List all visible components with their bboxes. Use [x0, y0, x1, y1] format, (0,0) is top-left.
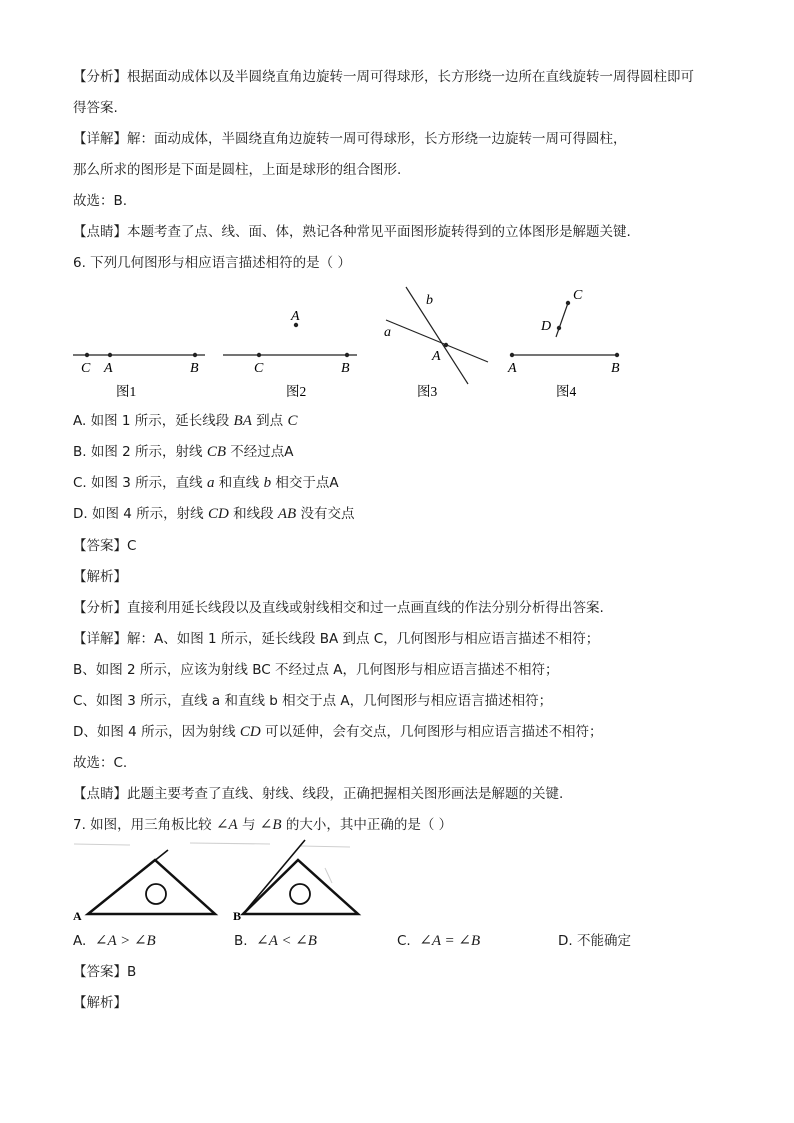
choice-text: 故选：B.: [73, 193, 128, 209]
fig2-caption: 图2: [286, 384, 307, 399]
q6-detail-4: [73, 722, 603, 742]
fig4-label-c: C: [573, 288, 583, 303]
q6-option-d: [73, 504, 355, 524]
q7-stem-post: 的大小，其中正确的是（ ）: [281, 817, 453, 833]
q7-option-c-math: ∠A = ∠B: [419, 933, 481, 949]
comment-text: 【点睛】本题考查了点、线、面、体，熟记各种常见平面图形旋转得到的立体图形是解题关键.: [73, 224, 631, 240]
q7-stem-text: 7. 如图，用三角板比较: [73, 817, 216, 833]
q6-option-d-math2: AB: [277, 506, 297, 522]
fig3-label-a-point: A: [432, 349, 441, 364]
q7-option-c-letter: C.: [397, 933, 411, 949]
analysis-text: 【分析】根据面动成体以及半圆绕直角边旋转一周可得球形，长方形绕一边所在直线旋转一周得圆柱即可: [73, 69, 694, 85]
fig4-label-a: A: [508, 361, 517, 376]
figure-4: [507, 288, 620, 399]
q6-option-d-post: 没有交点: [296, 506, 355, 522]
triangle-a-label: A: [73, 909, 82, 923]
q6-detail-4-math: CD: [239, 724, 261, 740]
fig2-label-c: C: [254, 361, 264, 376]
q6-option-a: [73, 411, 297, 431]
q6-option-c-math1: a: [206, 475, 215, 491]
q7-answer: 【答案】B: [73, 964, 137, 980]
q7-option-c: [397, 931, 480, 951]
q6-analysis: 【分析】直接利用延长线段以及直线或射线相交和过一点画直线的作法分别分析得出答案.: [73, 600, 604, 616]
q6-option-b-math: CB: [206, 444, 226, 460]
fig1-label-b: B: [190, 361, 199, 376]
q6-option-a-math1: BA: [233, 413, 252, 429]
q6-option-a-math2: C: [287, 413, 298, 429]
q7-stem-math2: ∠B: [259, 817, 282, 833]
fig3-caption: 图3: [417, 384, 438, 399]
q7-option-b-math: ∠A < ∠B: [256, 933, 317, 949]
q7-jiexi: 【解析】: [73, 995, 127, 1011]
figure-3: [384, 287, 488, 399]
figure-2: [223, 309, 357, 399]
q6-detail-1: 【详解】解：A、如图 1 所示，延长线段 BA 到点 C，几何图形与相应语言描述不相符；: [73, 631, 600, 647]
question-6-stem: 6. 下列几何图形与相应语言描述相符的是（ ）: [73, 255, 351, 271]
fig1-caption: 图1: [116, 384, 137, 399]
fig2-label-a: A: [291, 309, 300, 324]
q7-option-b-letter: B.: [234, 933, 248, 949]
fig3-label-a-line: a: [384, 325, 391, 340]
fig4-caption: 图4: [556, 384, 577, 399]
q6-answer: 【答案】C: [73, 538, 137, 554]
q6-option-a-text: A. 如图 1 所示，延长线段: [73, 413, 234, 429]
q6-detail-3: C、如图 3 所示，直线 a 和直线 b 相交于点 A，几何图形与相应语言描述相符；: [73, 693, 553, 709]
q6-option-d-text: D. 如图 4 所示，射线: [73, 506, 208, 522]
q6-detail-4-text: D、如图 4 所示，因为射线: [73, 724, 240, 740]
q6-option-b-post: 不经过点A: [225, 444, 294, 460]
q7-option-a: [73, 931, 156, 951]
q7-option-d: D. 不能确定: [558, 933, 631, 949]
fig3-label-b: b: [426, 293, 433, 308]
fig4-label-d: D: [541, 319, 552, 334]
fig1-label-c: C: [81, 361, 91, 376]
q6-jiexi: 【解析】: [73, 569, 127, 585]
triangles-svg: [70, 838, 370, 923]
question-6-figures: [60, 280, 720, 405]
detail-text: 【详解】解：面动成体，半圆绕直角边旋转一周可得球形，长方形绕一边旋转一周可得圆柱，: [73, 131, 627, 147]
q6-option-d-math1: CD: [207, 506, 229, 522]
q6-option-c-math2: b: [263, 475, 272, 491]
q6-option-b-text: B. 如图 2 所示，射线: [73, 444, 207, 460]
q7-option-a-math: ∠A > ∠B: [94, 933, 156, 949]
figure-1: [73, 353, 205, 399]
fig4-label-b: B: [611, 361, 620, 376]
fig1-label-a: A: [104, 361, 113, 376]
q7-option-a-letter: A.: [73, 933, 87, 949]
analysis-text-cont: 得答案.: [73, 100, 118, 116]
q6-option-c-text: C. 如图 3 所示，直线: [73, 475, 207, 491]
q6-comment: 【点睛】此题主要考查了直线、射线、线段，正确把握相关图形画法是解题的关键.: [73, 786, 564, 802]
q6-option-c-mid: 和直线: [214, 475, 264, 491]
q6-option-c: [73, 473, 339, 493]
triangle-b-label: B: [233, 909, 242, 923]
figures-svg: [60, 280, 720, 405]
question-7-figure: [70, 838, 370, 923]
fig2-label-b: B: [341, 361, 350, 376]
q6-choice: 故选：C.: [73, 755, 128, 771]
triangle-b: [233, 840, 358, 923]
detail-text-cont: 那么所求的图形是下面是圆柱，上面是球形的组合图形.: [73, 162, 402, 178]
q7-stem-math1: ∠A: [215, 817, 238, 833]
q7-stem-mid: 与: [237, 817, 260, 833]
q6-option-d-mid: 和线段: [228, 506, 278, 522]
q6-option-a-mid: 到点: [251, 413, 288, 429]
q6-option-c-post: 相交于点A: [271, 475, 339, 491]
q6-option-b: [73, 442, 294, 462]
q6-detail-2: B、如图 2 所示，应该为射线 BC 不经过点 A，几何图形与相应语言描述不相符；: [73, 662, 559, 678]
q6-detail-4-post: 可以延伸，会有交点，几何图形与相应语言描述不相符；: [260, 724, 603, 740]
scan-noise: [74, 843, 350, 883]
question-7-stem: [73, 815, 452, 835]
q7-option-b: [234, 931, 317, 951]
triangle-a: [73, 850, 215, 923]
